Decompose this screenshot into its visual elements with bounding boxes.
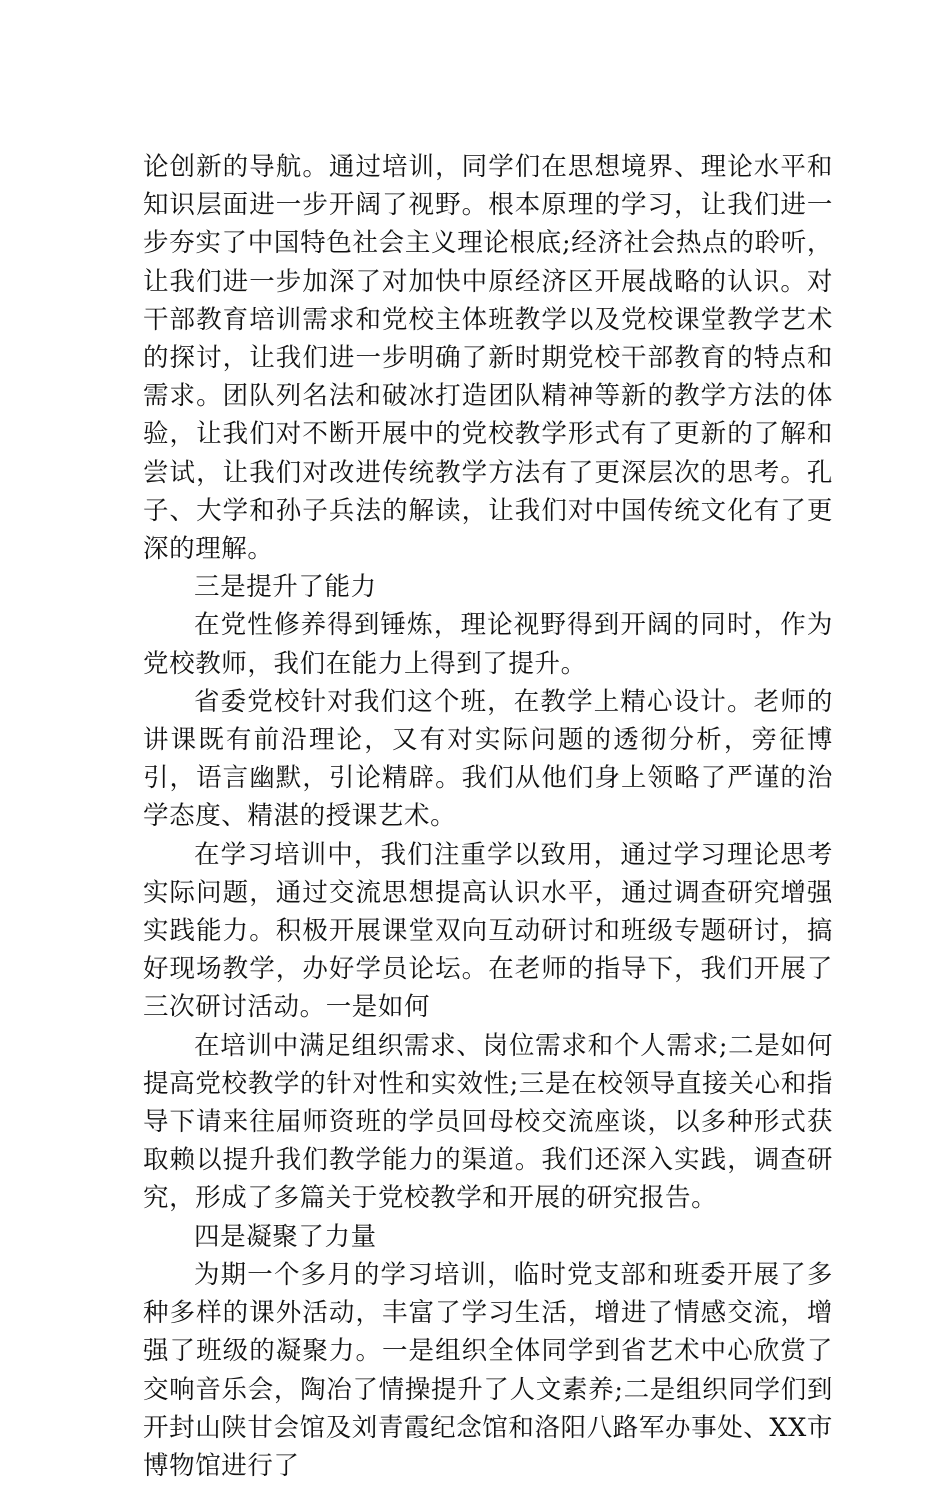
section-heading-3: 三是提升了能力 bbox=[194, 572, 377, 603]
paragraph-2: 在党性修养得到锤炼，理论视野得到开阔的同时，作为党校教师，我们在能力上得到了提升。 bbox=[143, 610, 833, 679]
document-body bbox=[143, 148, 833, 1485]
paragraph-5: 在培训中满足组织需求、岗位需求和个人需求;二是如何提高党校教学的针对性和实效性;三是在校领导直接关心和指导下请来往届师资班的学员回母校交流座谈，以多种形式获取赖以提升我们教学能力的渠道。我们还深入实践，调查研究，形成了多篇关于党校教学和开展的研究报告。 bbox=[143, 1030, 833, 1214]
paragraph-1: 论创新的导航。通过培训，同学们在思想境界、理论水平和知识层面进一步开阔了视野。根本原理的学习，让我们进一步夯实了中国特色社会主义理论根底;经济社会热点的聆听，让我们进一步加深了对加快中原经济区开展战略的认识。对干部教育培训需求和党校主体班教学以及党校课堂教学艺术的探讨，让我们进一步明确了新时期党校干部教育的特点和需求。团队列名法和破冰打造团队精神等新的教学方法的体验，让我们对不断开展中的党校教学形式有了更新的了解和尝试，让我们对改进传统教学方法有了更深层次的思考。孔子、大学和孙子兵法的解读，让我们对中国传统文化有了更深的理解。 bbox=[143, 152, 833, 565]
paragraph-6: 为期一个多月的学习培训，临时党支部和班委开展了多种多样的课外活动，丰富了学习生活，增进了情感交流，增强了班级的凝聚力。一是组织全体同学到省艺术中心欣赏了交响音乐会，陶冶了情操提升了人文素养;二是组织同学们到开封山陕甘会馆及刘青霞纪念馆和洛阳八路军办事处、XX市博物馆进行了 bbox=[143, 1259, 834, 1481]
paragraph-4: 在学习培训中，我们注重学以致用，通过学习理论思考实际问题，通过交流思想提高认识水平，通过调查研究增强实践能力。积极开展课堂双向互动研讨和班级专题研讨，搞好现场教学，办好学员论坛。在老师的指导下，我们开展了三次研讨活动。一是如何 bbox=[143, 839, 833, 1023]
paragraph-3: 省委党校针对我们这个班，在教学上精心设计。老师的讲课既有前沿理论，又有对实际问题的透彻分析，旁征博引，语言幽默，引论精辟。我们从他们身上领略了严谨的治学态度、精湛的授课艺术。 bbox=[143, 686, 833, 832]
section-heading-4: 四是凝聚了力量 bbox=[194, 1221, 377, 1252]
